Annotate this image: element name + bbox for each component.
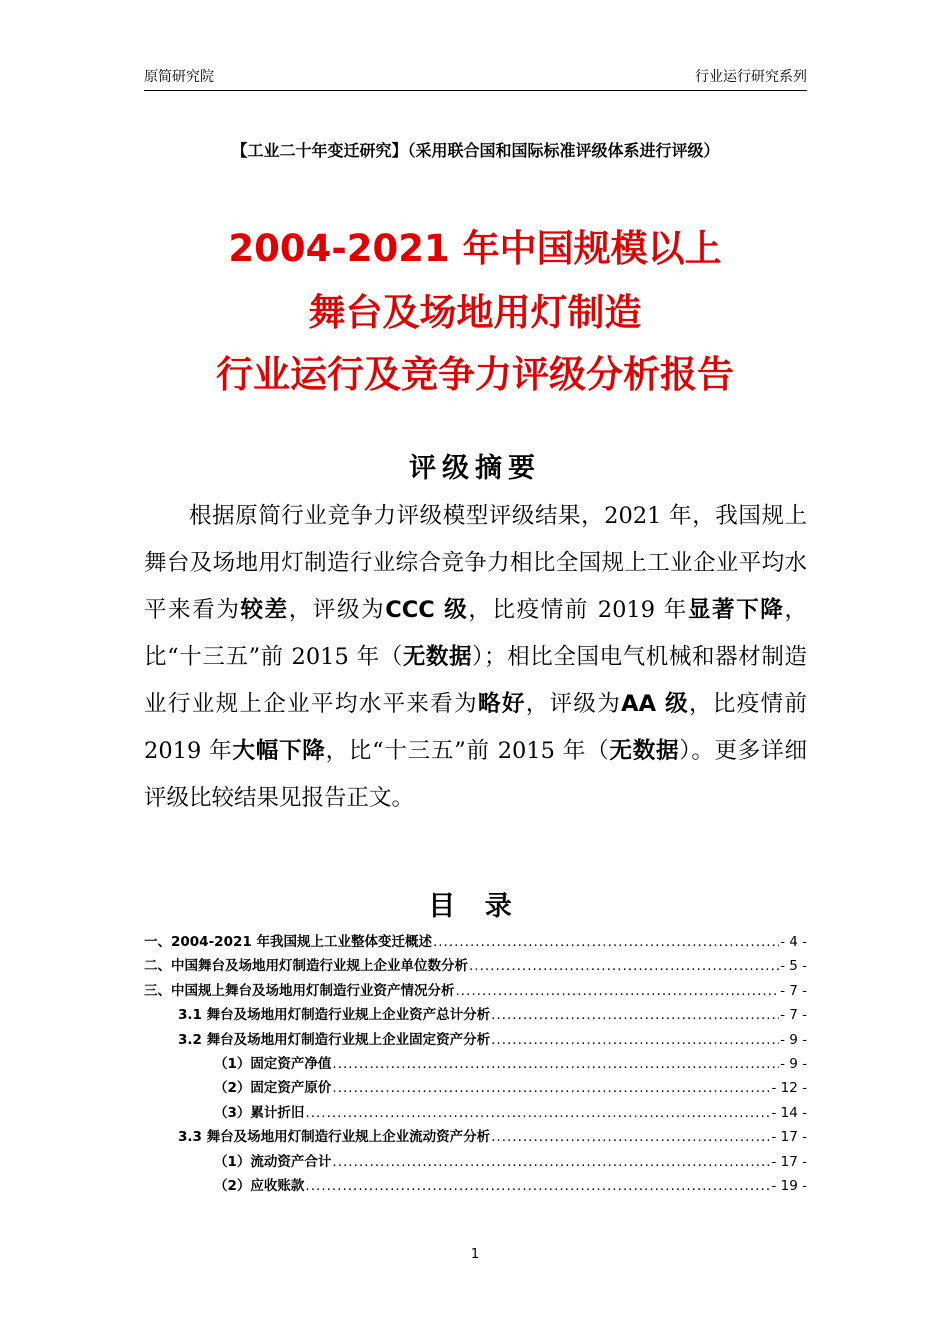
toc-entry[interactable]	[144, 1101, 807, 1125]
toc-entry-label: 一、2004-2021 年我国规上工业整体变迁概述	[144, 934, 432, 950]
summary-text: ，比“十三五”前 2015 年（	[144, 597, 807, 670]
toc-entry-label: （2）应收账款	[214, 1177, 305, 1194]
toc-entry[interactable]	[144, 1052, 807, 1076]
toc-entry-page: - 19 -	[771, 1177, 807, 1194]
toc-entry-page: - 7 -	[780, 982, 807, 999]
summary-text: ，评级为	[288, 597, 386, 623]
toc-entry-page: - 17 -	[771, 1129, 807, 1146]
toc-entry-label: （3）累计折旧	[214, 1104, 305, 1121]
toc-entry[interactable]	[144, 1003, 807, 1027]
report-title-line-3: 行业运行及竞争力评级分析报告	[216, 353, 734, 396]
summary-emphasis: AA 级	[621, 691, 690, 717]
toc-entry-label: 3.2 舞台及场地用灯制造行业规上企业固定资产分析	[178, 1031, 491, 1048]
toc-leader-dots	[332, 1154, 770, 1170]
summary-text: 根据原简行业竞争力评级模型评级结果，2021 年，我国规上舞台及场地用灯制造行业综合竞争力相比全国规上工业企业平均水平来看为	[144, 503, 807, 623]
toc-entry-page: - 4 -	[780, 934, 807, 950]
toc-entry-label: 3.3 舞台及场地用灯制造行业规上企业流动资产分析	[178, 1129, 491, 1146]
summary-emphasis: 无数据	[609, 738, 680, 764]
summary-heading: 评级摘要	[409, 453, 541, 484]
toc-entry-page: - 14 -	[771, 1104, 807, 1121]
header-divider	[144, 90, 807, 91]
report-title-line-1: 2004-2021 年中国规模以上	[228, 227, 722, 270]
toc-entry-page: - 9 -	[780, 1055, 807, 1072]
toc-entry[interactable]	[144, 1076, 807, 1100]
toc-entry-label: 3.1 舞台及场地用灯制造行业规上企业资产总计分析	[178, 1007, 491, 1024]
toc-entry-label: （2）固定资产原价	[214, 1080, 332, 1097]
toc-entry[interactable]	[144, 1174, 807, 1198]
toc-entry[interactable]	[144, 1150, 807, 1174]
summary-emphasis: 较差	[240, 597, 289, 623]
toc-entry-label: （1）流动资产合计	[214, 1153, 332, 1170]
toc-entry-label: （1）固定资产净值	[214, 1055, 332, 1072]
toc-entry[interactable]	[144, 1125, 807, 1149]
toc-leader-dots	[332, 1056, 779, 1072]
toc-leader-dots	[456, 983, 780, 999]
toc-entry-label: 三、中国规上舞台及场地用灯制造行业资产情况分析	[144, 982, 455, 999]
table-of-contents	[144, 930, 807, 1198]
header-series-name: 行业运行研究系列	[695, 69, 807, 85]
toc-entry-label: 二、中国舞台及场地用灯制造行业规上企业单位数分析	[144, 958, 468, 975]
summary-text: ，比疫情前 2019 年	[144, 691, 807, 764]
summary-emphasis: 无数据	[402, 644, 473, 670]
report-tagline: 【工业二十年变迁研究】（采用联合国和国际标准评级体系进行评级）	[231, 141, 720, 160]
toc-leader-dots	[433, 934, 779, 950]
toc-entry-page: - 12 -	[771, 1080, 807, 1097]
summary-paragraph	[144, 493, 807, 822]
toc-entry[interactable]	[144, 979, 807, 1003]
toc-leader-dots	[491, 1032, 779, 1048]
summary-emphasis: 显著下降	[687, 597, 785, 623]
summary-text: ，比“十三五”前 2015 年（	[325, 738, 610, 764]
toc-entry-page: - 9 -	[780, 1031, 807, 1048]
header-org-name: 原简研究院	[144, 69, 214, 85]
summary-text: ，评级为	[525, 691, 622, 717]
summary-emphasis: 大幅下降	[232, 738, 326, 764]
report-title-line-2: 舞台及场地用灯制造	[308, 291, 642, 334]
summary-emphasis: 略好	[478, 691, 526, 717]
toc-entry-page: - 5 -	[780, 958, 807, 975]
page-number: 1	[470, 1247, 480, 1262]
toc-leader-dots	[469, 958, 779, 974]
toc-leader-dots	[305, 1178, 770, 1194]
toc-entry[interactable]	[144, 954, 807, 978]
toc-leader-dots	[491, 1129, 770, 1145]
toc-leader-dots	[491, 1007, 779, 1023]
toc-heading: 目 录	[428, 891, 522, 922]
toc-entry[interactable]	[144, 1028, 807, 1052]
summary-emphasis: CCC 级	[385, 597, 469, 623]
summary-text: ，比疫情前 2019 年	[468, 597, 688, 623]
summary-text: ）；相比全国电气机械和器材制造业行业规上企业平均水平来看为	[144, 644, 807, 717]
toc-entry-page: - 7 -	[780, 1007, 807, 1024]
toc-leader-dots	[305, 1105, 770, 1121]
toc-entry[interactable]	[144, 930, 807, 954]
toc-leader-dots	[332, 1080, 770, 1096]
summary-text: ）。更多详细评级比较结果见报告正文。	[144, 738, 807, 811]
toc-entry-page: - 17 -	[771, 1153, 807, 1170]
